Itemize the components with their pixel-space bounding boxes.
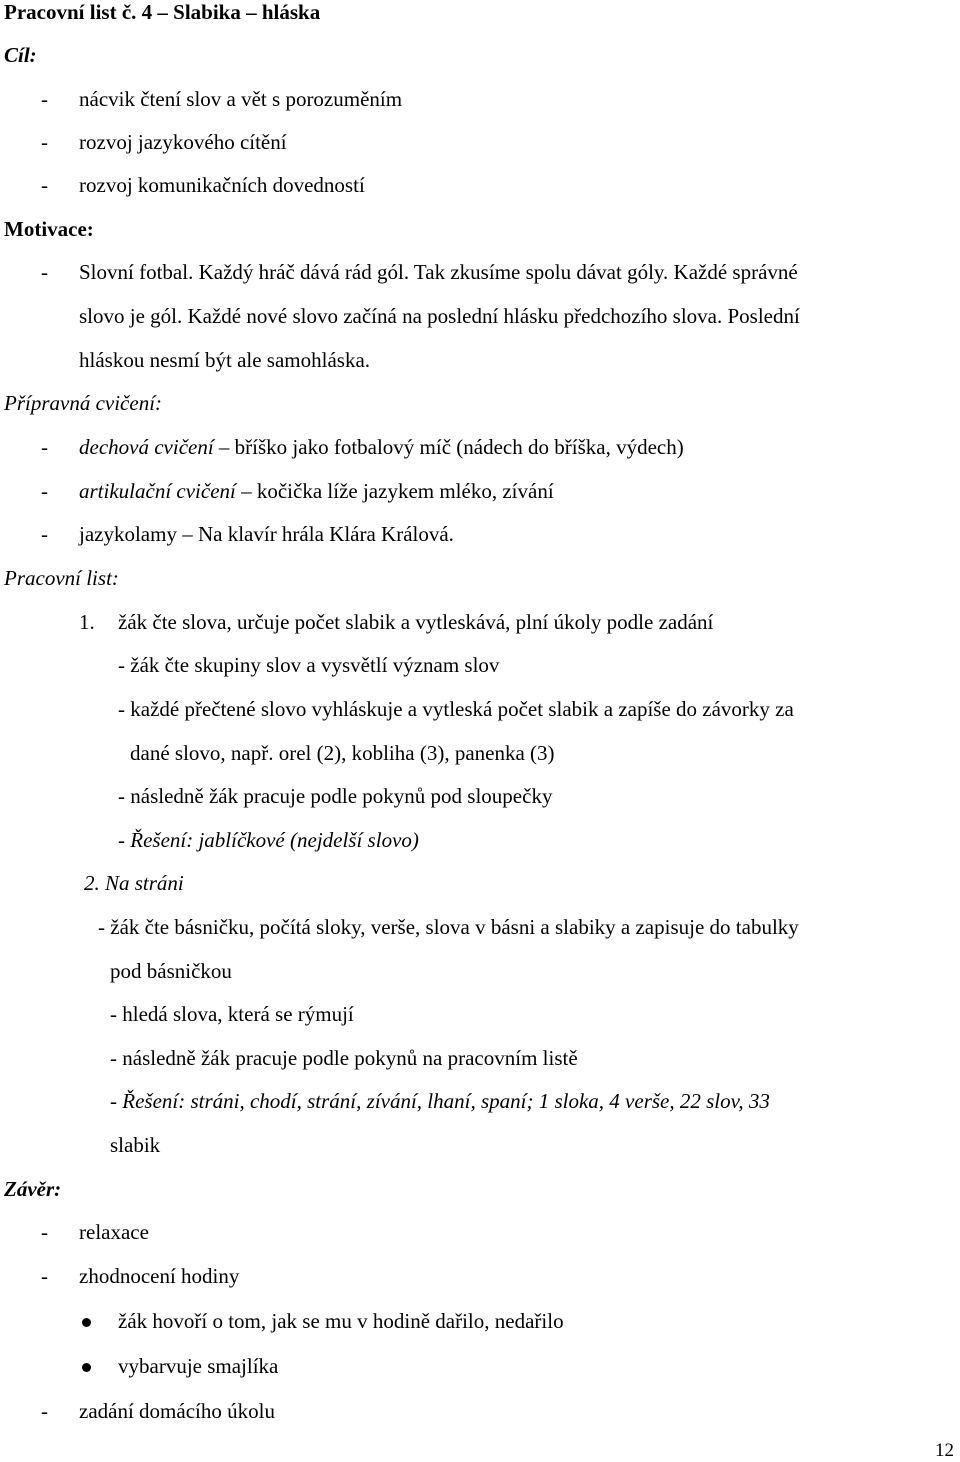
list-dash: - [41, 130, 48, 154]
task-heading: 2. Na stráni [84, 871, 184, 895]
warmup-item [79, 481, 554, 502]
list-dash: - [41, 435, 48, 459]
warmup-term: artikulační cvičení [79, 479, 236, 503]
conclusion-heading: Závěr: [4, 1177, 62, 1201]
task-text: - žák čte básničku, počítá sloky, verše, slova v básni a slabiky a zapisuje do tabulky [98, 915, 799, 939]
goal-item: rozvoj jazykového cítění [79, 130, 287, 154]
warmup-text: – bříško jako fotbalový míč (nádech do bříška, výdech) [213, 435, 684, 459]
conclusion-subitem: žák hovoří o tom, jak se mu v hodině dařilo, nedařilo [118, 1309, 564, 1333]
warmup-term: dechová cvičení [79, 435, 214, 459]
motivation-text: Slovní fotbal. Každý hráč dává rád gól. Tak zkusíme spolu dávat góly. Každé správné [79, 260, 798, 284]
warmup-heading: Přípravná cvičení: [4, 391, 163, 415]
task-text: žák čte slova, určuje počet slabik a vytleskává, plní úkoly podle zadání [118, 610, 714, 634]
worksheet-heading: Pracovní list: [4, 566, 119, 590]
list-dash: - [41, 260, 48, 284]
conclusion-subitem: vybarvuje smajlíka [118, 1354, 279, 1378]
task-text: - následně žák pracuje podle pokynů pod sloupečky [118, 784, 553, 808]
conclusion-item: zadání domácího úkolu [79, 1399, 275, 1423]
page-title: Pracovní list č. 4 – Slabika – hláska [4, 0, 321, 24]
task-text: dané slovo, např. orel (2), kobliha (3), panenka (3) [130, 741, 555, 765]
motivation-heading: Motivace: [4, 217, 94, 241]
warmup-item [79, 437, 684, 458]
list-dash: - [41, 1399, 48, 1423]
task-number: 1. [79, 610, 95, 634]
task-solution: - Řešení: stráni, chodí, strání, zívání, lhaní, spaní; 1 sloka, 4 verše, 22 slov, 33 [110, 1089, 770, 1113]
task-text: - následně žák pracuje podle pokynů na pracovním listě [110, 1046, 578, 1070]
list-dash: - [41, 87, 48, 111]
list-dash: - [41, 1220, 48, 1244]
motivation-text: slovo je gól. Každé nové slovo začíná na poslední hlásku předchozího slova. Poslední [79, 304, 800, 328]
motivation-text: hláskou nesmí být ale samohláska. [79, 348, 371, 372]
list-dash: - [41, 522, 48, 546]
list-dash: - [41, 1264, 48, 1288]
conclusion-item: zhodnocení hodiny [79, 1264, 240, 1288]
goal-heading: Cíl: [4, 43, 37, 67]
task-text: pod básničkou [110, 959, 232, 983]
conclusion-item: relaxace [79, 1220, 149, 1244]
task-solution: - Řešení: jablíčkové (nejdelší slovo) [118, 828, 419, 852]
goal-item: rozvoj komunikačních dovedností [79, 173, 365, 197]
warmup-item: jazykolamy – Na klavír hrála Klára Králová. [79, 522, 454, 546]
bullet-icon [82, 1363, 91, 1372]
warmup-text: – kočička líže jazykem mléko, zívání [235, 479, 554, 503]
list-dash: - [41, 173, 48, 197]
task-text: - každé přečtené slovo vyhláskuje a vytleská počet slabik a zapíše do závorky za [118, 697, 794, 721]
goal-item: nácvik čtení slov a vět s porozuměním [79, 87, 403, 111]
page-number: 12 [935, 1440, 954, 1461]
task-text: slabik [110, 1133, 161, 1157]
task-text: - žák čte skupiny slov a vysvětlí význam slov [118, 653, 500, 677]
task-text: - hledá slova, která se rýmují [110, 1002, 354, 1026]
bullet-icon [82, 1318, 91, 1327]
list-dash: - [41, 479, 48, 503]
